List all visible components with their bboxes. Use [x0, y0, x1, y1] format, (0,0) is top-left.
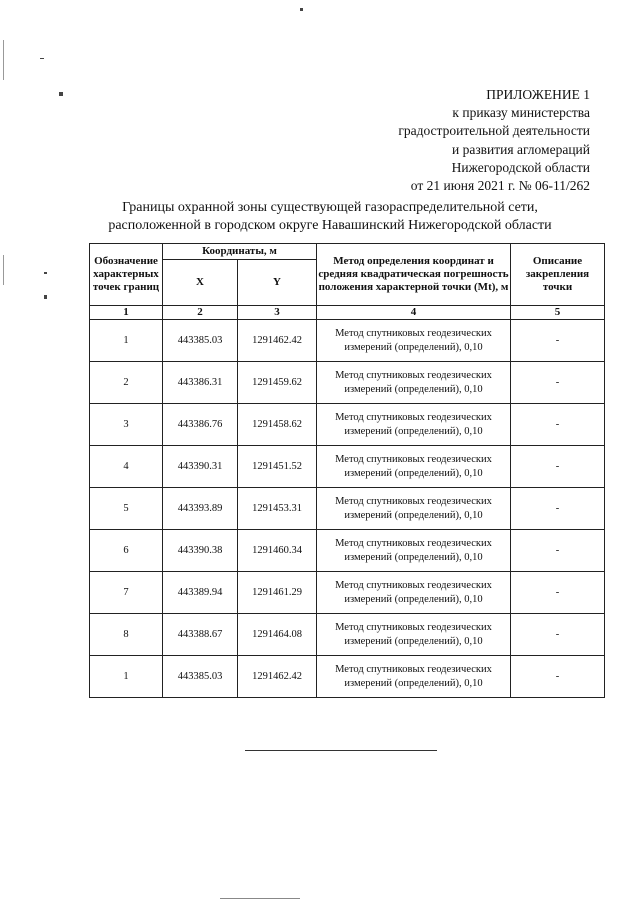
coord-y: 1291458.62	[238, 404, 317, 446]
point-id: 7	[90, 572, 163, 614]
title-line-2: расположенной в городском округе Навашинский Нижегородской области	[108, 218, 552, 233]
scan-speck	[44, 272, 47, 274]
column-number: 5	[511, 306, 605, 320]
coord-x: 443385.03	[163, 320, 238, 362]
method-text: Метод спутниковых геодезических измерений (определений), 0,10	[317, 320, 511, 362]
coord-y: 1291460.34	[238, 530, 317, 572]
coord-x: 443389.94	[163, 572, 238, 614]
column-number: 3	[238, 306, 317, 320]
coord-y: 1291464.08	[238, 614, 317, 656]
header-description: Описание закрепления точки	[511, 244, 605, 306]
point-id: 4	[90, 446, 163, 488]
table-row	[90, 572, 605, 614]
coord-x: 443393.89	[163, 488, 238, 530]
fixing-description: -	[511, 320, 605, 362]
appendix-line: Нижегородской области	[451, 159, 590, 175]
appendix-line: от 21 июня 2021 г. № 06-11/262	[410, 178, 590, 194]
column-number: 2	[163, 306, 238, 320]
table-row	[90, 530, 605, 572]
scan-edge-line	[40, 58, 44, 59]
coord-y: 1291462.42	[238, 320, 317, 362]
method-text: Метод спутниковых геодезических измерений (определений), 0,10	[317, 614, 511, 656]
coord-x: 443386.76	[163, 404, 238, 446]
point-id: 1	[90, 656, 163, 698]
fixing-description: -	[511, 446, 605, 488]
point-id: 1	[90, 320, 163, 362]
point-id: 6	[90, 530, 163, 572]
boundary-points-table	[89, 243, 605, 698]
table-row	[90, 362, 605, 404]
coord-x: 443390.38	[163, 530, 238, 572]
table-row	[90, 488, 605, 530]
scan-speck	[44, 295, 47, 299]
header-designation: Обозначение характерных точек границ	[90, 244, 163, 306]
scan-edge-line	[3, 255, 4, 285]
appendix-header	[398, 86, 590, 195]
fixing-description: -	[511, 656, 605, 698]
coord-x: 443388.67	[163, 614, 238, 656]
method-text: Метод спутниковых геодезических измерений (определений), 0,10	[317, 488, 511, 530]
method-text: Метод спутниковых геодезических измерений (определений), 0,10	[317, 530, 511, 572]
scan-edge-line	[3, 40, 4, 80]
table-row	[90, 656, 605, 698]
coord-y: 1291461.29	[238, 572, 317, 614]
header-y: Y	[238, 260, 317, 306]
header-x: X	[163, 260, 238, 306]
title-line-1: Границы охранной зоны существующей газораспределительной сети,	[122, 200, 538, 215]
method-text: Метод спутниковых геодезических измерений (определений), 0,10	[317, 656, 511, 698]
signature-line	[245, 750, 437, 751]
table-row	[90, 404, 605, 446]
method-text: Метод спутниковых геодезических измерений (определений), 0,10	[317, 404, 511, 446]
coord-y: 1291451.52	[238, 446, 317, 488]
appendix-line: к приказу министерства	[452, 105, 590, 121]
coord-x: 443390.31	[163, 446, 238, 488]
fixing-description: -	[511, 488, 605, 530]
fixing-description: -	[511, 530, 605, 572]
point-id: 5	[90, 488, 163, 530]
scan-speck	[300, 8, 303, 11]
fixing-description: -	[511, 362, 605, 404]
coord-y: 1291453.31	[238, 488, 317, 530]
scan-edge-line	[220, 898, 300, 899]
appendix-line: и развития агломераций	[451, 141, 590, 157]
table-row	[90, 446, 605, 488]
method-text: Метод спутниковых геодезических измерений (определений), 0,10	[317, 572, 511, 614]
column-number: 1	[90, 306, 163, 320]
appendix-line: градостроительной деятельности	[398, 123, 590, 139]
method-text: Метод спутниковых геодезических измерений (определений), 0,10	[317, 446, 511, 488]
table-row	[90, 320, 605, 362]
coord-y: 1291462.42	[238, 656, 317, 698]
document-title	[60, 199, 600, 235]
header-coordinates: Координаты, м	[163, 244, 317, 260]
point-id: 2	[90, 362, 163, 404]
coord-x: 443385.03	[163, 656, 238, 698]
fixing-description: -	[511, 614, 605, 656]
coord-x: 443386.31	[163, 362, 238, 404]
point-id: 3	[90, 404, 163, 446]
column-number: 4	[317, 306, 511, 320]
fixing-description: -	[511, 572, 605, 614]
method-text: Метод спутниковых геодезических измерений (определений), 0,10	[317, 362, 511, 404]
fixing-description: -	[511, 404, 605, 446]
scan-speck	[59, 92, 63, 96]
appendix-line: ПРИЛОЖЕНИЕ 1	[486, 87, 590, 102]
coord-y: 1291459.62	[238, 362, 317, 404]
point-id: 8	[90, 614, 163, 656]
table-row	[90, 614, 605, 656]
header-method: Метод определения координат и средняя квадратическая погрешность положения характерной точки (Mt), м	[317, 244, 511, 306]
